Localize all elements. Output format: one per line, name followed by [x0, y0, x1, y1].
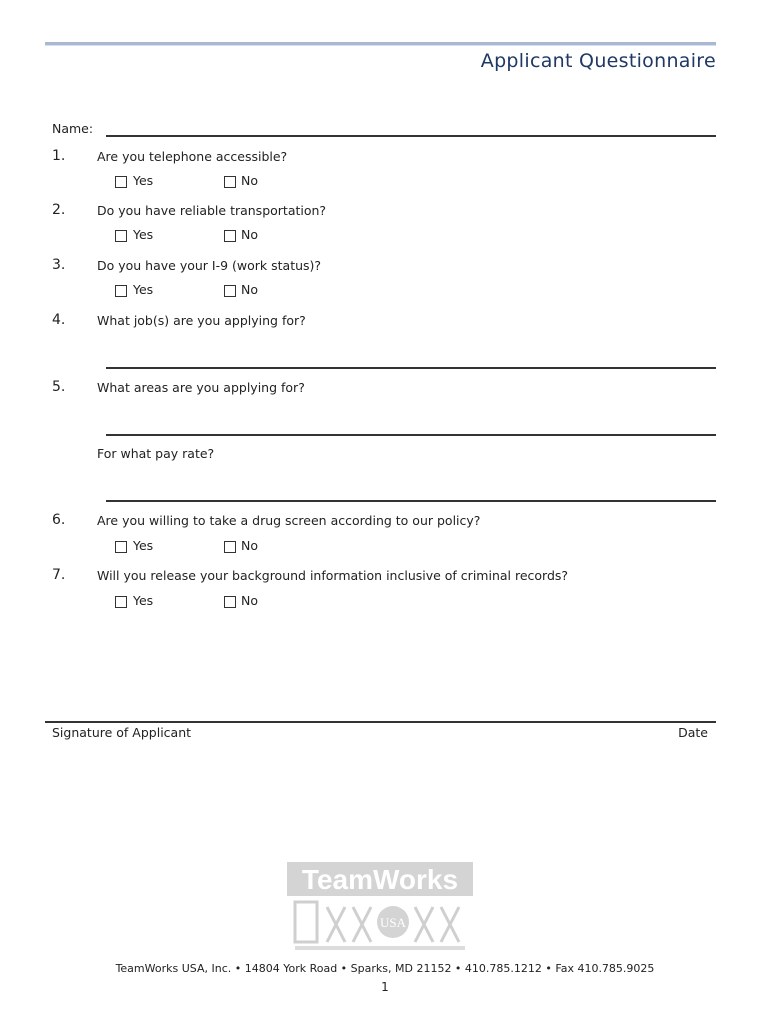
signature-line[interactable] [45, 721, 716, 723]
header-rule [45, 42, 716, 46]
date-label: Date [678, 725, 708, 740]
question-number: 5. [52, 379, 66, 395]
question-text: What areas are you applying for? [97, 380, 305, 395]
yes-label: Yes [133, 173, 154, 188]
yes-label: Yes [133, 593, 154, 608]
question-number: 7. [52, 567, 66, 583]
page-title: Applicant Questionnaire [480, 50, 716, 72]
logo-badge: USA [379, 915, 407, 930]
yes-label: Yes [133, 538, 154, 553]
question-text: Are you willing to take a drug screen according to our policy? [97, 513, 481, 528]
name-label: Name: [52, 121, 94, 136]
yes-checkbox[interactable] [115, 285, 127, 297]
no-checkbox[interactable] [224, 285, 236, 297]
question-number: 3. [52, 257, 66, 273]
yes-label: Yes [133, 227, 154, 242]
no-checkbox[interactable] [224, 596, 236, 608]
signature-label: Signature of Applicant [52, 725, 192, 740]
question-number: 6. [52, 512, 66, 528]
pay-rate-label: For what pay rate? [97, 446, 215, 461]
teamworks-logo [287, 862, 473, 954]
name-field[interactable] [106, 135, 716, 137]
logo-graphic [287, 862, 473, 954]
yes-label: Yes [133, 282, 154, 297]
no-label: No [241, 282, 258, 297]
no-label: No [241, 173, 258, 188]
footer-address: TeamWorks USA, Inc. • 14804 York Road • Sparks, MD 21152 • 410.785.1212 • Fax 410.785.9025 [115, 962, 655, 975]
question-number: 1. [52, 148, 66, 164]
question-number: 4. [52, 312, 66, 328]
question-number: 2. [52, 202, 66, 218]
question-text: Do you have your I-9 (work status)? [97, 258, 322, 273]
no-label: No [241, 227, 258, 242]
pay-rate-answer-line[interactable] [106, 500, 716, 502]
no-checkbox[interactable] [224, 541, 236, 553]
yes-checkbox[interactable] [115, 541, 127, 553]
yes-checkbox[interactable] [115, 596, 127, 608]
page-number: 1 [381, 980, 389, 994]
no-label: No [241, 593, 258, 608]
question-text: What job(s) are you applying for? [97, 313, 306, 328]
logo-wordmark: TeamWorks [301, 864, 459, 895]
no-label: No [241, 538, 258, 553]
no-checkbox[interactable] [224, 230, 236, 242]
question-text: Are you telephone accessible? [97, 149, 288, 164]
question-text: Do you have reliable transportation? [97, 203, 327, 218]
areas-answer-line[interactable] [106, 434, 716, 436]
question-text: Will you release your background information inclusive of criminal records? [97, 568, 569, 583]
no-checkbox[interactable] [224, 176, 236, 188]
jobs-answer-line[interactable] [106, 367, 716, 369]
yes-checkbox[interactable] [115, 176, 127, 188]
yes-checkbox[interactable] [115, 230, 127, 242]
